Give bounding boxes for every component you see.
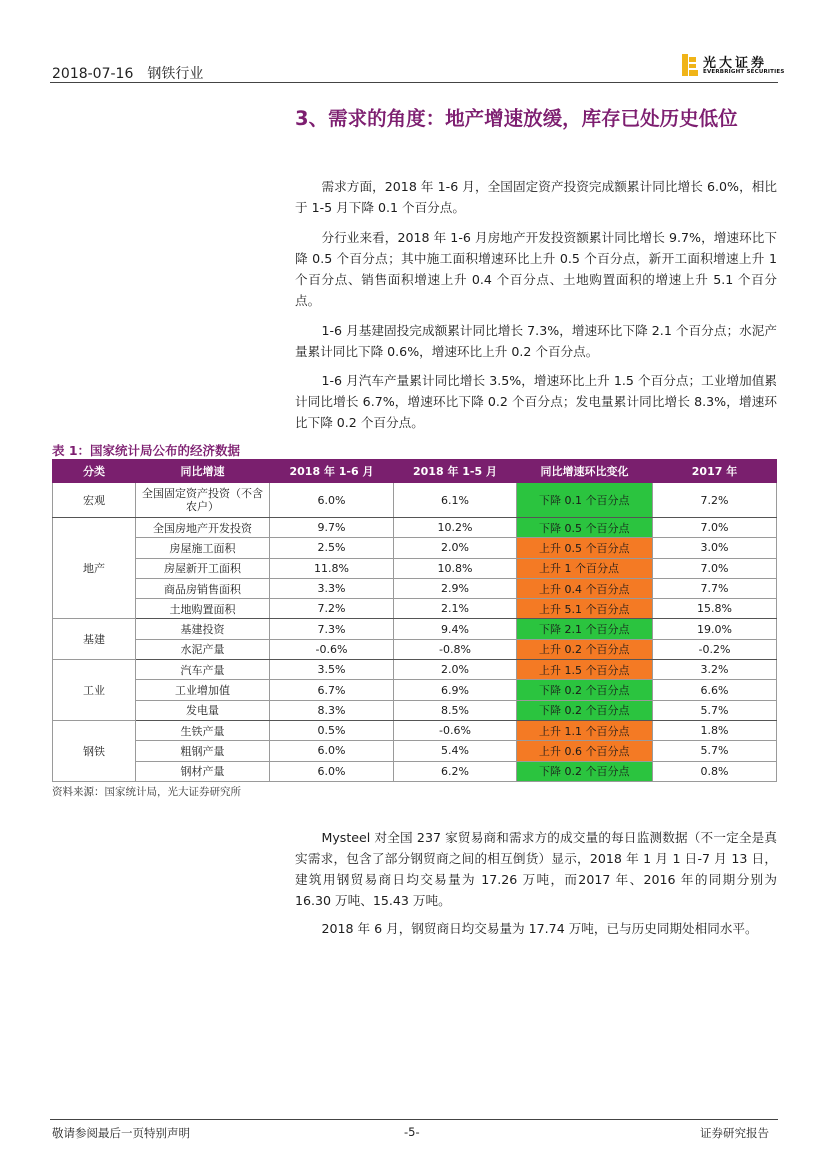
economic-data-table xyxy=(52,459,777,782)
value-cell: -0.6% xyxy=(270,639,394,659)
value-cell: 2.5% xyxy=(270,538,394,558)
change-cell: 下降 0.2 个百分点 xyxy=(517,680,653,700)
paragraph-fixed-asset-investment: 需求方面，2018 年 1-6 月，全国固定资产投资完成额累计同比增长 6.0%，相比于 1-5 月下降 0.1 个百分点。 xyxy=(295,179,777,215)
value-cell: 6.0% xyxy=(270,761,394,781)
change-cell: 下降 0.5 个百分点 xyxy=(517,518,653,538)
paragraph-mysteel-monitoring: Mysteel 对全国 237 家贸易商和需求方的成交量的每日监测数据（不一定全是真实需求，包含了部分钢贸商之间的相互倒货）显示，2018 年 1 月 1 日-7 月 13 日，建筑用钢贸易商日均交易量为 17.26 万吨，而2017 年、2016 年的同期分别为 16.30 万吨、15.43 万吨。 xyxy=(295,830,777,908)
table-row xyxy=(53,558,777,578)
item-cell: 发电量 xyxy=(136,700,270,720)
table-row xyxy=(53,619,777,639)
value-cell: 2.0% xyxy=(394,660,517,680)
table-caption: 表 1：国家统计局公布的经济数据 xyxy=(52,443,241,458)
change-cell: 上升 0.2 个百分点 xyxy=(517,639,653,659)
table-row xyxy=(53,639,777,659)
value-cell: 5.7% xyxy=(653,741,777,761)
table-row xyxy=(53,741,777,761)
value-cell: 3.5% xyxy=(270,660,394,680)
category-cell: 工业 xyxy=(53,660,136,721)
footer-divider xyxy=(50,1119,778,1120)
logo-text-cn: 光大证券 xyxy=(703,56,768,71)
table-row xyxy=(53,578,777,598)
value-cell: 6.9% xyxy=(394,680,517,700)
value-cell: 0.5% xyxy=(270,720,394,740)
value-cell: 10.8% xyxy=(394,558,517,578)
item-cell: 钢材产量 xyxy=(136,761,270,781)
table-row xyxy=(53,538,777,558)
value-cell: 10.2% xyxy=(394,518,517,538)
everbright-logo-icon xyxy=(682,54,698,76)
value-cell: 7.0% xyxy=(653,518,777,538)
table-row xyxy=(53,720,777,740)
item-cell: 汽车产量 xyxy=(136,660,270,680)
table-header-row xyxy=(53,460,777,483)
item-cell: 全国固定资产投资（不含农户） xyxy=(136,483,270,518)
value-cell: 8.3% xyxy=(270,700,394,720)
value-cell: 6.7% xyxy=(270,680,394,700)
value-cell: -0.6% xyxy=(394,720,517,740)
table-header-cell: 2018 年 1-5 月 xyxy=(394,460,517,483)
paragraph-real-estate: 分行业来看，2018 年 1-6 月房地产开发投资额累计同比增长 9.7%，增速环比下降 0.5 个百分点；其中施工面积增速环比上升 0.5 个百分点，新开工面积增速上升 1 个百分点、销售面积增速上升 0.4 个百分点、土地购置面积的增速上升 5.1 个百分点。 xyxy=(295,230,777,308)
item-cell: 工业增加值 xyxy=(136,680,270,700)
logo-text-en: EVERBRIGHT SECURITIES xyxy=(703,69,785,75)
value-cell: 8.5% xyxy=(394,700,517,720)
report-date: 2018-07-16 xyxy=(52,66,134,82)
value-cell: 2.1% xyxy=(394,599,517,619)
change-cell: 上升 1 个百分点 xyxy=(517,558,653,578)
item-cell: 土地购置面积 xyxy=(136,599,270,619)
table-source-note: 资料来源：国家统计局，光大证券研究所 xyxy=(52,786,241,798)
value-cell: 7.7% xyxy=(653,578,777,598)
table-row xyxy=(53,700,777,720)
paragraph-industry: 1-6 月汽车产量累计同比增长 3.5%，增速环比上升 1.5 个百分点；工业增加值累计同比增长 6.7%，增速环比下降 0.2 个百分点；发电量累计同比增长 8.3%，增速环比下降 0.2 个百分点。 xyxy=(295,373,777,430)
table-header-cell: 2018 年 1-6 月 xyxy=(270,460,394,483)
value-cell: 2.9% xyxy=(394,578,517,598)
page-number: -5- xyxy=(404,1125,420,1139)
item-cell: 水泥产量 xyxy=(136,639,270,659)
section-title: 3、需求的角度：地产增速放缓，库存已处历史低位 xyxy=(295,107,738,130)
value-cell: 11.8% xyxy=(270,558,394,578)
value-cell: 9.4% xyxy=(394,619,517,639)
header-divider xyxy=(50,82,778,83)
item-cell: 粗钢产量 xyxy=(136,741,270,761)
value-cell: 7.0% xyxy=(653,558,777,578)
item-cell: 全国房地产开发投资 xyxy=(136,518,270,538)
change-cell: 上升 5.1 个百分点 xyxy=(517,599,653,619)
value-cell: 2.0% xyxy=(394,538,517,558)
item-cell: 商品房销售面积 xyxy=(136,578,270,598)
change-cell: 上升 0.6 个百分点 xyxy=(517,741,653,761)
value-cell: 7.2% xyxy=(653,483,777,518)
paragraph-june-volume: 2018 年 6 月，钢贸商日均交易量为 17.74 万吨，已与历史同期处相同水平。 xyxy=(321,921,758,936)
change-cell: 上升 1.1 个百分点 xyxy=(517,720,653,740)
item-cell: 基建投资 xyxy=(136,619,270,639)
category-cell: 钢铁 xyxy=(53,720,136,781)
footer-disclaimer: 敬请参阅最后一页特别声明 xyxy=(52,1126,190,1140)
change-cell: 下降 0.1 个百分点 xyxy=(517,483,653,518)
change-cell: 下降 0.2 个百分点 xyxy=(517,761,653,781)
table-header-cell: 2017 年 xyxy=(653,460,777,483)
value-cell: 1.8% xyxy=(653,720,777,740)
footer-report-type: 证券研究报告 xyxy=(700,1126,769,1140)
category-cell: 宏观 xyxy=(53,483,136,518)
value-cell: 6.6% xyxy=(653,680,777,700)
table-row xyxy=(53,660,777,680)
value-cell: 9.7% xyxy=(270,518,394,538)
value-cell: 7.2% xyxy=(270,599,394,619)
item-cell: 房屋新开工面积 xyxy=(136,558,270,578)
item-cell: 房屋施工面积 xyxy=(136,538,270,558)
value-cell: 7.3% xyxy=(270,619,394,639)
category-cell: 地产 xyxy=(53,518,136,619)
table-row xyxy=(53,483,777,518)
value-cell: 3.3% xyxy=(270,578,394,598)
industry-label: 钢铁行业 xyxy=(147,66,204,82)
value-cell: -0.2% xyxy=(653,639,777,659)
value-cell: 6.0% xyxy=(270,741,394,761)
value-cell: 5.7% xyxy=(653,700,777,720)
header-meta xyxy=(52,63,203,83)
change-cell: 下降 2.1 个百分点 xyxy=(517,619,653,639)
value-cell: 3.2% xyxy=(653,660,777,680)
table-header-cell: 同比增速环比变化 xyxy=(517,460,653,483)
everbright-logo xyxy=(682,52,785,78)
table-row xyxy=(53,599,777,619)
change-cell: 上升 0.4 个百分点 xyxy=(517,578,653,598)
table-row xyxy=(53,680,777,700)
table-row xyxy=(53,761,777,781)
table-row xyxy=(53,518,777,538)
table-header-cell: 分类 xyxy=(53,460,136,483)
category-cell: 基建 xyxy=(53,619,136,660)
value-cell: 6.0% xyxy=(270,483,394,518)
change-cell: 上升 1.5 个百分点 xyxy=(517,660,653,680)
table-header-cell: 同比增速 xyxy=(136,460,270,483)
change-cell: 上升 0.5 个百分点 xyxy=(517,538,653,558)
paragraph-infrastructure: 1-6 月基建固投完成额累计同比增长 7.3%，增速环比下降 2.1 个百分点；水泥产量累计同比下降 0.6%，增速环比上升 0.2 个百分点。 xyxy=(295,323,777,359)
value-cell: 3.0% xyxy=(653,538,777,558)
value-cell: 6.1% xyxy=(394,483,517,518)
value-cell: -0.8% xyxy=(394,639,517,659)
value-cell: 15.8% xyxy=(653,599,777,619)
value-cell: 19.0% xyxy=(653,619,777,639)
value-cell: 0.8% xyxy=(653,761,777,781)
item-cell: 生铁产量 xyxy=(136,720,270,740)
change-cell: 下降 0.2 个百分点 xyxy=(517,700,653,720)
value-cell: 5.4% xyxy=(394,741,517,761)
value-cell: 6.2% xyxy=(394,761,517,781)
